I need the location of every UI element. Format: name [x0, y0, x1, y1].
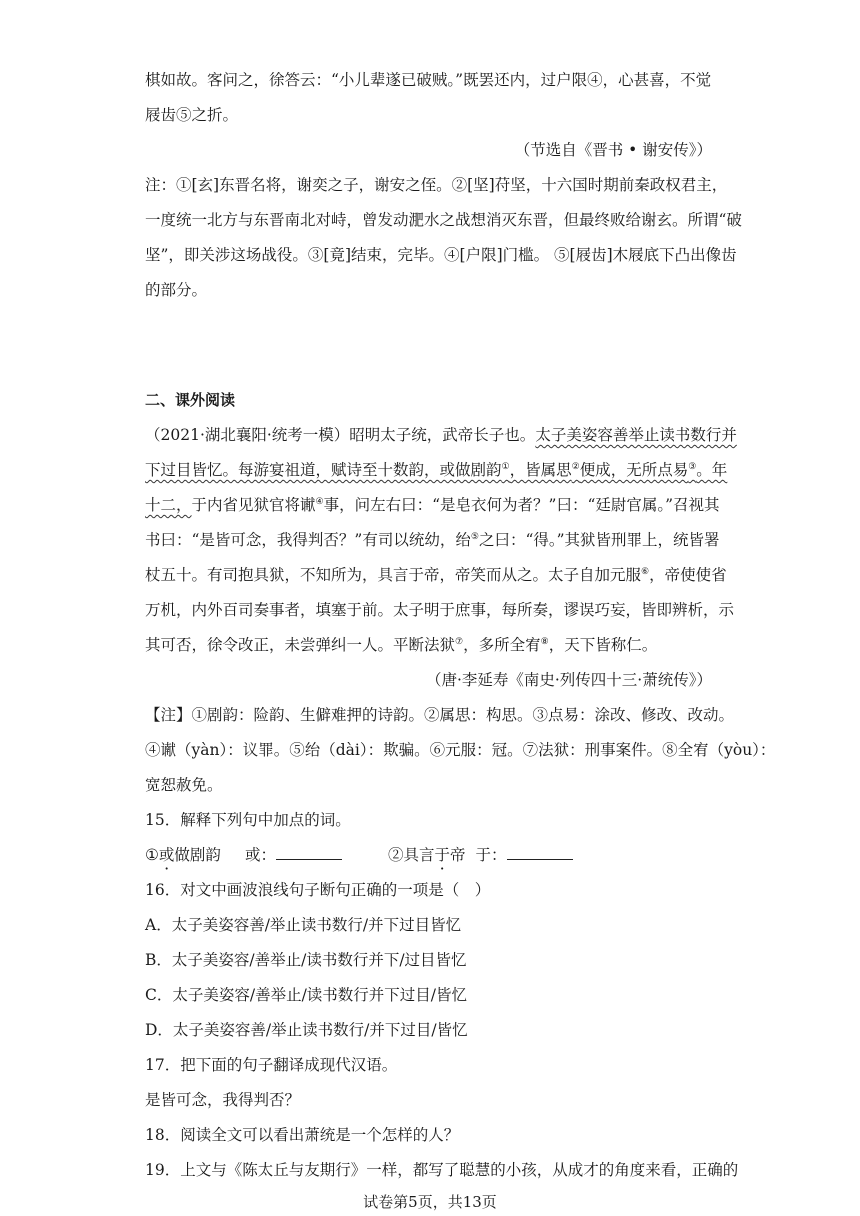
passage-line: 杖五十。有司抱具狱，不知所为，具言于帝，帝笑而从之。太子自加元服⑥，帝使使省 — [145, 566, 727, 584]
answer-blank[interactable] — [276, 845, 342, 860]
footnote-marker: ① — [501, 461, 510, 472]
option-c[interactable]: C．太子美姿容/善举止/读书数行并下过目/皆忆 — [145, 986, 468, 1004]
passage-source: （唐·李延寿《南史·列传四十三·萧统传》） — [425, 671, 712, 689]
passage-line — [145, 460, 727, 480]
dotted-char: 于 — [434, 846, 450, 864]
note-line: 宽恕赦免。 — [145, 776, 223, 794]
footnote-marker: ⑦ — [455, 636, 464, 647]
note-line: ④谳（yàn）：议罪。⑤绐（dài）：欺骗。⑥元服：冠。⑦法狱：刑事案件。⑧全宥（yòu）： — [145, 741, 776, 759]
note-line: 一度统一北方与东晋南北对峙，曾发动淝水之战想消灭东晋，但最终败给谢玄。所谓“破 — [145, 211, 742, 229]
question-19: 19．上文与《陈太丘与友期行》一样，都写了聪慧的小孩，从成才的角度来看，正确的 — [145, 1161, 739, 1179]
passage-line: 棋如故。客问之，徐答云：“小儿辈遂已破贼。”既罢还内，过户限④，心甚喜，不觉 — [145, 71, 712, 89]
wavy-underlined-text: 太子美姿容善举止读书数行并 — [535, 426, 737, 444]
footnote-marker: ④ — [315, 496, 324, 507]
option-a[interactable]: A．太子美姿容善/举止读书数行/并下过目皆忆 — [145, 916, 462, 934]
passage-line — [145, 425, 737, 445]
option-b[interactable]: B．太子美姿容/善举止/读书数行并下/过目皆忆 — [145, 951, 467, 969]
question-18: 18．阅读全文可以看出萧统是一个怎样的人？ — [145, 1126, 460, 1144]
page-footer: 试卷第5页，共13页 — [363, 1193, 497, 1211]
footnote-marker: ③ — [688, 461, 697, 472]
section-title: 二、课外阅读 — [145, 391, 236, 409]
answer-blank[interactable] — [507, 845, 573, 860]
passage-line: 屐齿⑤之折。 — [145, 106, 239, 124]
note-line: 【注】①剧韵：险韵、生僻难押的诗韵。②属思：构思。③点易：涂改、修改、改动。 — [145, 706, 735, 724]
footnote-marker: ② — [571, 461, 580, 472]
wavy-underlined-text: 十二， — [145, 496, 192, 514]
footnote-marker: ⑤ — [470, 531, 479, 542]
passage-line: 其可否，徐令改正，未尝弹纠一人。平断法狱⑦，多所全宥⑧，天下皆称仁。 — [145, 636, 658, 654]
passage-source: （节选自《晋书 • 谢安传》） — [514, 141, 712, 159]
question-15-items: ①或做剧韵 或： ②具言于帝 于： — [145, 845, 573, 865]
note-line: 注：①[玄]东晋名将，谢奕之子，谢安之侄。②[坚]苻坚，十六国时期前秦政权君主， — [145, 176, 728, 194]
passage-text: （2021·湖北襄阳·统考一模）昭明太子统，武帝长子也。 — [145, 426, 536, 444]
passage-line: 万机，内外百司奏事者，填塞于前。太子明于庶事，每所奏，谬误巧妄，皆即辨析，示 — [145, 601, 735, 619]
question-17: 17．把下面的句子翻译成现代汉语。 — [145, 1056, 398, 1074]
option-d[interactable]: D．太子美姿容善/举止读书数行/并下过目/皆忆 — [145, 1021, 468, 1039]
footnote-marker: ⑥ — [641, 566, 650, 577]
question-16: 16．对文中画波浪线句子断句正确的一项是（ ） — [145, 881, 491, 899]
wavy-underlined-text: 下过目皆忆。每游宴祖道，赋诗至十数韵，或做剧韵①，皆属思②便成，无所点易③。年 — [145, 461, 728, 479]
question-15: 15．解释下列句中加点的词。 — [145, 811, 351, 829]
passage-line: 书曰：“是皆可念，我得判否？”有司以统幼，绐⑤之曰：“得。”其狱皆刑罪上，统皆署 — [145, 531, 720, 549]
note-line: 的部分。 — [145, 281, 208, 299]
footnote-marker: ⑧ — [540, 636, 549, 647]
dotted-char: 或 — [158, 846, 175, 864]
note-line: 坚”，即关涉这场战役。③[竟]结束，完毕。④[户限]门槛。 ⑤[屐齿]木屐底下凸出像齿 — [145, 246, 737, 264]
question-17-sentence: 是皆可念，我得判否？ — [145, 1091, 301, 1109]
passage-line: 十二，于内省见狱官将谳④事，问左右曰：“是皂衣何为者？”曰：“廷尉官属。”召视其 — [145, 496, 720, 514]
